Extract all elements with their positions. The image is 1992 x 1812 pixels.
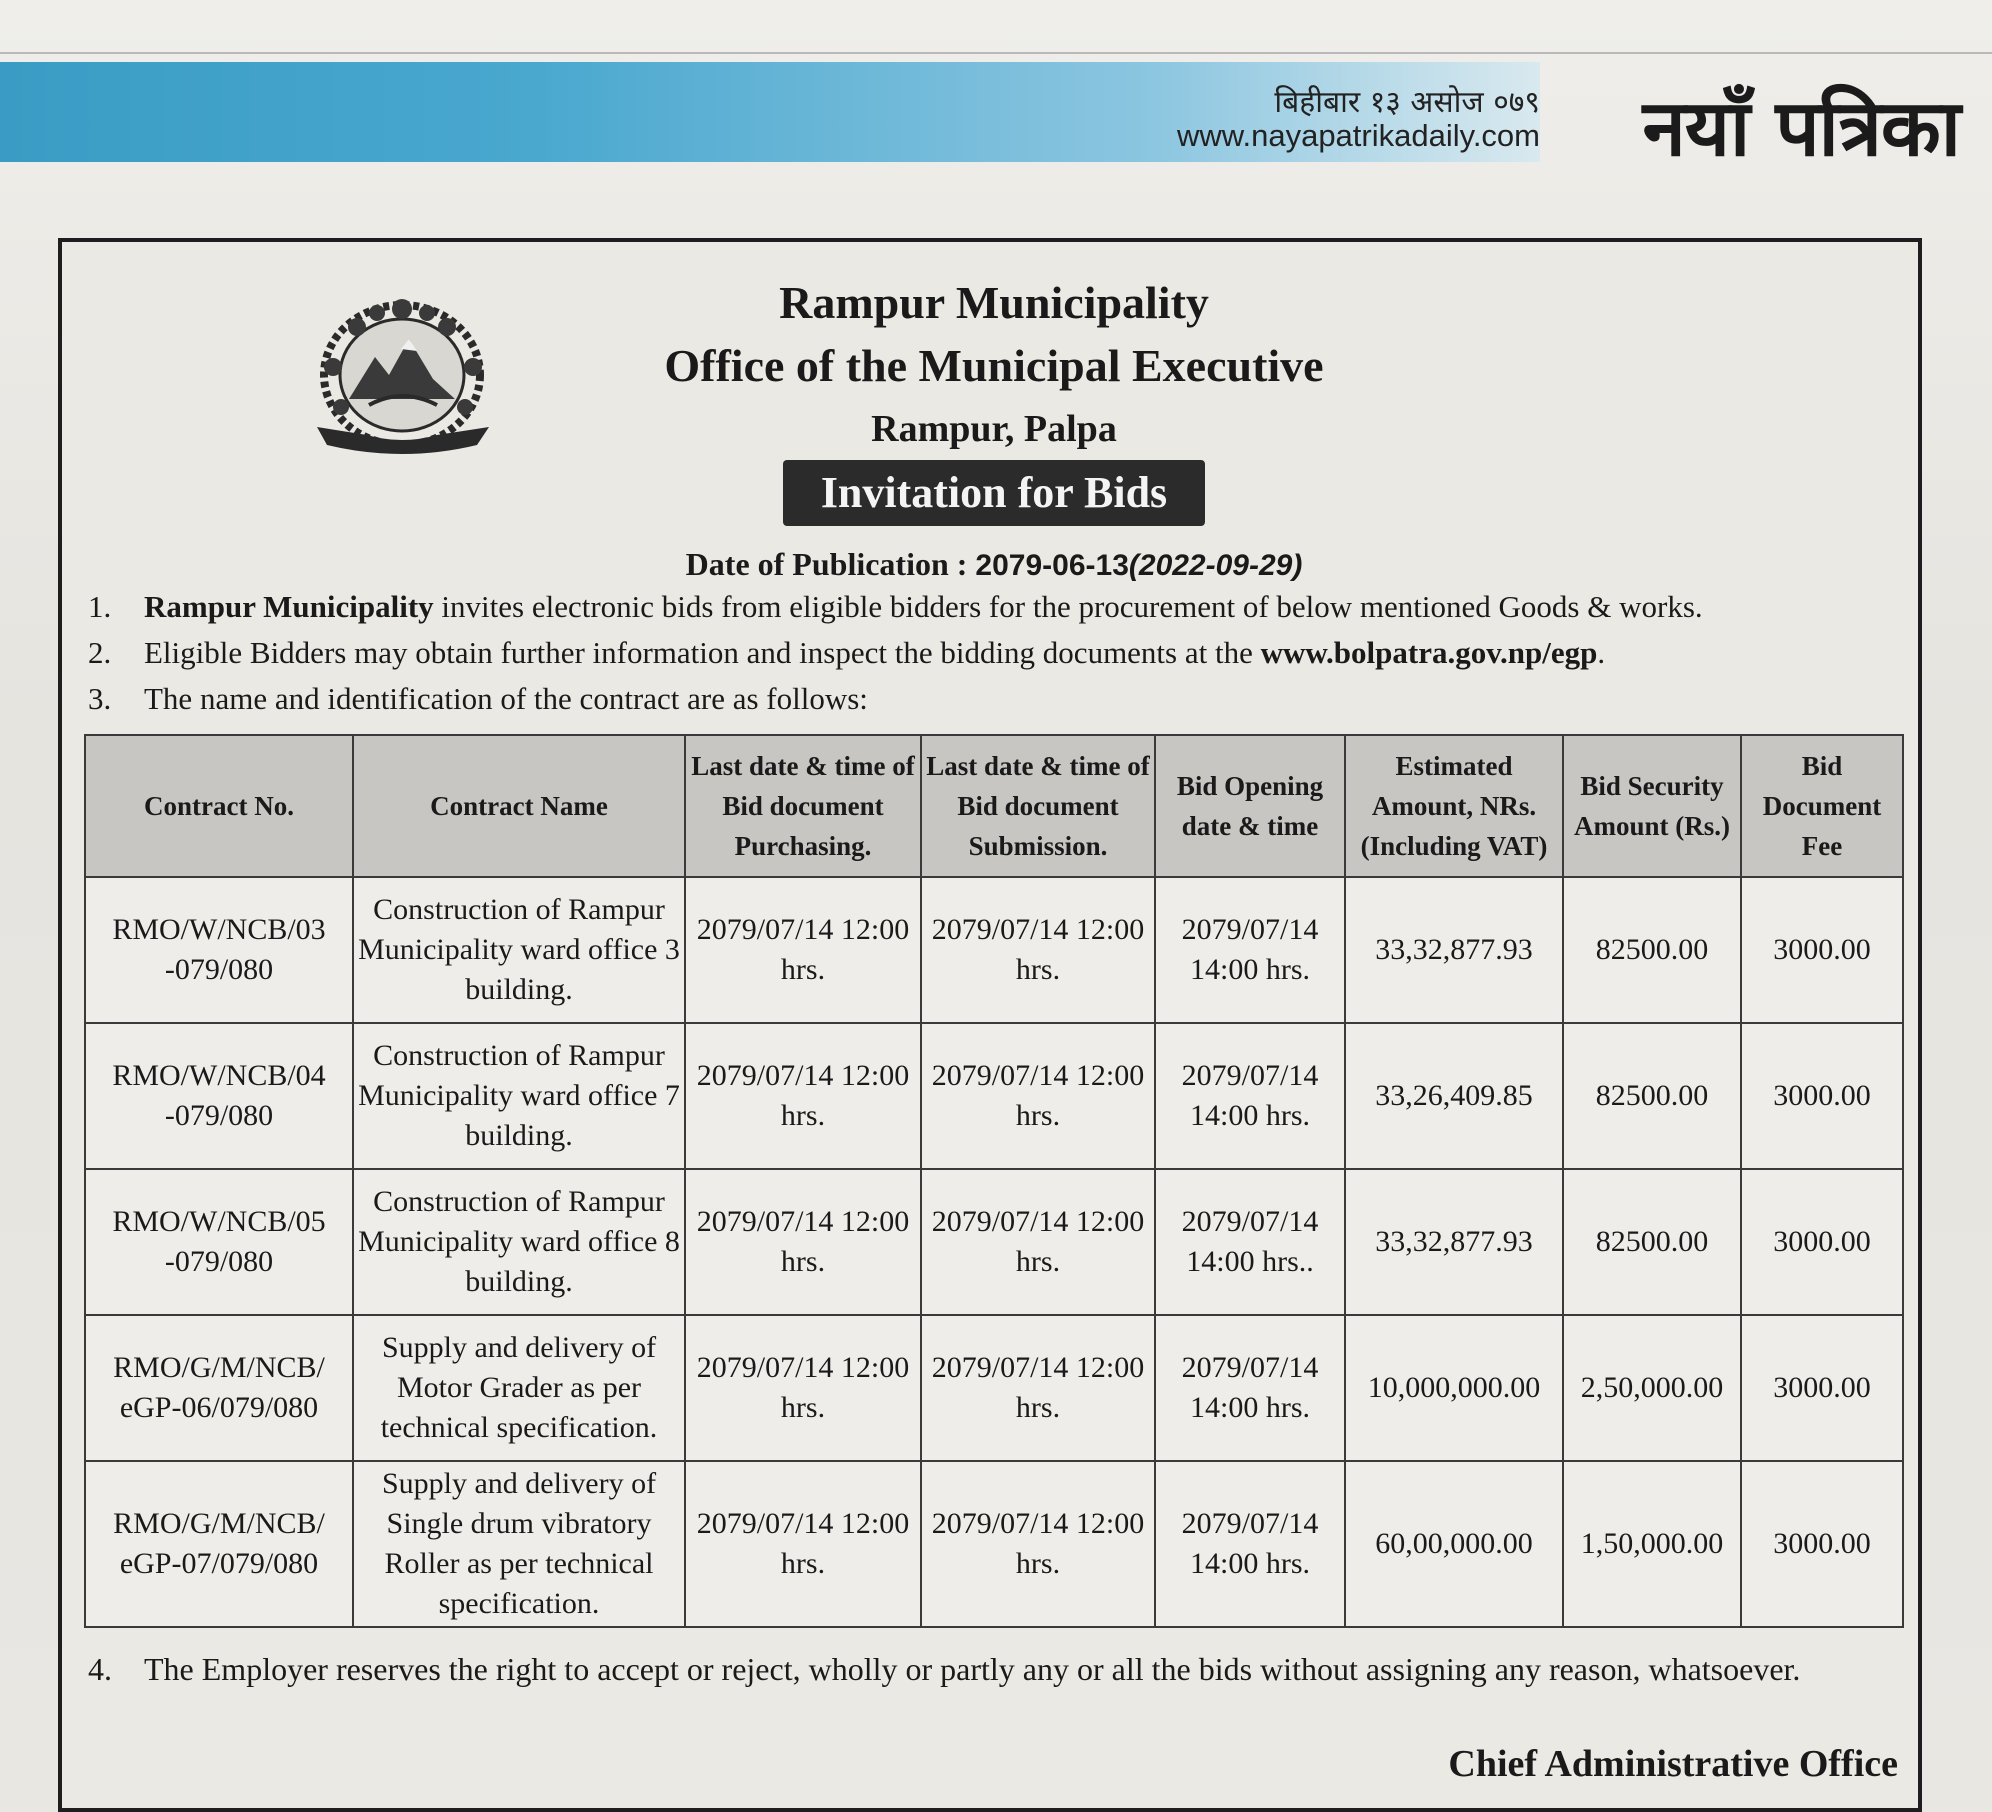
notice-heading: Invitation for Bids xyxy=(783,460,1205,526)
notice-points xyxy=(82,584,1902,722)
office-name: Office of the Municipal Executive xyxy=(664,340,1324,391)
table-cell: 2079/07/14 14:00 hrs. xyxy=(1155,1315,1345,1461)
newspaper-masthead: नयाँ पत्रिका xyxy=(1642,84,1960,174)
column-header: Bid Opening date & time xyxy=(1155,735,1345,877)
table-header-row xyxy=(85,735,1903,877)
table-cell: 3000.00 xyxy=(1741,877,1903,1023)
column-header: Contract Name xyxy=(353,735,685,877)
table-cell: RMO/W/NCB/04 -079/080 xyxy=(85,1023,353,1169)
table-cell: 2079/07/14 12:00 hrs. xyxy=(921,1023,1155,1169)
notice-point-2 xyxy=(82,630,1902,676)
point-bold-text: Rampur Municipality xyxy=(144,589,434,624)
column-header: Bid Document Fee xyxy=(1741,735,1903,877)
table-cell: 33,32,877.93 xyxy=(1345,877,1563,1023)
column-header: Last date & time of Bid document Purchasing. xyxy=(685,735,921,877)
table-cell: Construction of Rampur Municipality ward office 8 building. xyxy=(353,1169,685,1315)
table-cell: 3000.00 xyxy=(1741,1315,1903,1461)
point-number: 4. xyxy=(88,1651,112,1687)
publication-date-label: Date of Publication : xyxy=(685,546,968,582)
newspaper-header xyxy=(1110,78,1970,174)
table-cell: 2079/07/14 14:00 hrs.. xyxy=(1155,1169,1345,1315)
point-number: 1. xyxy=(88,589,112,624)
table-cell: 2079/07/14 12:00 hrs. xyxy=(685,877,921,1023)
notice-title-block xyxy=(62,272,1926,586)
point-number: 2. xyxy=(88,635,112,670)
column-header: Contract No. xyxy=(85,735,353,877)
column-header: Last date & time of Bid document Submission. xyxy=(921,735,1155,877)
newspaper-date: बिहीबार १३ असोज ०७९ xyxy=(1274,85,1540,120)
notice-point-1 xyxy=(82,584,1902,630)
table-cell: RMO/W/NCB/03 -079/080 xyxy=(85,877,353,1023)
table-cell: RMO/W/NCB/05 -079/080 xyxy=(85,1169,353,1315)
contracts-table xyxy=(84,734,1904,1628)
table-cell: 2079/07/14 12:00 hrs. xyxy=(685,1023,921,1169)
publication-date: 2079-06-13 xyxy=(975,549,1129,582)
table-cell: Construction of Rampur Municipality ward office 3 building. xyxy=(353,877,685,1023)
top-rule xyxy=(0,52,1992,54)
table-cell: 2079/07/14 12:00 hrs. xyxy=(921,877,1155,1023)
column-header: Bid Security Amount (Rs.) xyxy=(1563,735,1741,877)
table-cell: 82500.00 xyxy=(1563,1169,1741,1315)
table-row xyxy=(85,1169,1903,1315)
table-cell: Construction of Rampur Municipality ward office 7 building. xyxy=(353,1023,685,1169)
table-cell: 82500.00 xyxy=(1563,877,1741,1023)
point-number: 3. xyxy=(88,681,112,716)
publication-date-ad: (2022-09-29) xyxy=(1128,549,1303,582)
table-cell: RMO/G/M/NCB/ eGP-07/079/080 xyxy=(85,1461,353,1627)
table-row xyxy=(85,1315,1903,1461)
bolpatra-link[interactable]: www.bolpatra.gov.np/egp xyxy=(1260,635,1598,670)
table-cell: 2079/07/14 14:00 hrs. xyxy=(1155,1461,1345,1627)
table-cell: 2079/07/14 12:00 hrs. xyxy=(685,1169,921,1315)
table-cell: 2079/07/14 14:00 hrs. xyxy=(1155,877,1345,1023)
bid-notice xyxy=(58,238,1922,1812)
table-cell: 2079/07/14 12:00 hrs. xyxy=(921,1169,1155,1315)
point-text: Eligible Bidders may obtain further information and inspect the bidding documents at the xyxy=(144,635,1261,670)
table-cell: 3000.00 xyxy=(1741,1169,1903,1315)
table-cell: 2079/07/14 12:00 hrs. xyxy=(685,1461,921,1627)
table-cell: Supply and delivery of Single drum vibratory Roller as per technical specification. xyxy=(353,1461,685,1627)
table-cell: 33,26,409.85 xyxy=(1345,1023,1563,1169)
table-cell: 3000.00 xyxy=(1741,1023,1903,1169)
office-location: Rampur, Palpa xyxy=(871,408,1117,450)
notice-point-4 xyxy=(82,1644,1902,1694)
table-row xyxy=(85,877,1903,1023)
table-cell: 2079/07/14 12:00 hrs. xyxy=(921,1461,1155,1627)
signatory: Chief Administrative Office xyxy=(1448,1743,1898,1785)
table-cell: 2079/07/14 12:00 hrs. xyxy=(685,1315,921,1461)
table-cell: 33,32,877.93 xyxy=(1345,1169,1563,1315)
table-cell: Supply and delivery of Motor Grader as per technical specification. xyxy=(353,1315,685,1461)
point-text: The name and identification of the contract are as follows: xyxy=(144,681,868,716)
publication-date-line xyxy=(62,542,1926,586)
table-cell: 1,50,000.00 xyxy=(1563,1461,1741,1627)
table-cell: 2079/07/14 12:00 hrs. xyxy=(921,1315,1155,1461)
newspaper-url[interactable]: www.nayapatrikadaily.com xyxy=(1177,118,1540,153)
organization-name: Rampur Municipality xyxy=(779,277,1209,328)
notice-point-3 xyxy=(82,676,1902,722)
point-text: The Employer reserves the right to accept or reject, wholly or partly any or all the bids without assigning any reason, whatsoever. xyxy=(144,1651,1801,1687)
table-cell: 82500.00 xyxy=(1563,1023,1741,1169)
table-cell: 2079/07/14 14:00 hrs. xyxy=(1155,1023,1345,1169)
table-row xyxy=(85,1461,1903,1627)
table-cell: 60,00,000.00 xyxy=(1345,1461,1563,1627)
table-cell: 2,50,000.00 xyxy=(1563,1315,1741,1461)
table-row xyxy=(85,1023,1903,1169)
table-cell: 3000.00 xyxy=(1741,1461,1903,1627)
column-header: Estimated Amount, NRs. (Including VAT) xyxy=(1345,735,1563,877)
point-tail: . xyxy=(1597,635,1606,670)
point-text: invites electronic bids from eligible bidders for the procurement of below mentioned Goods & works. xyxy=(433,589,1703,624)
table-cell: 10,000,000.00 xyxy=(1345,1315,1563,1461)
table-cell: RMO/G/M/NCB/ eGP-06/079/080 xyxy=(85,1315,353,1461)
